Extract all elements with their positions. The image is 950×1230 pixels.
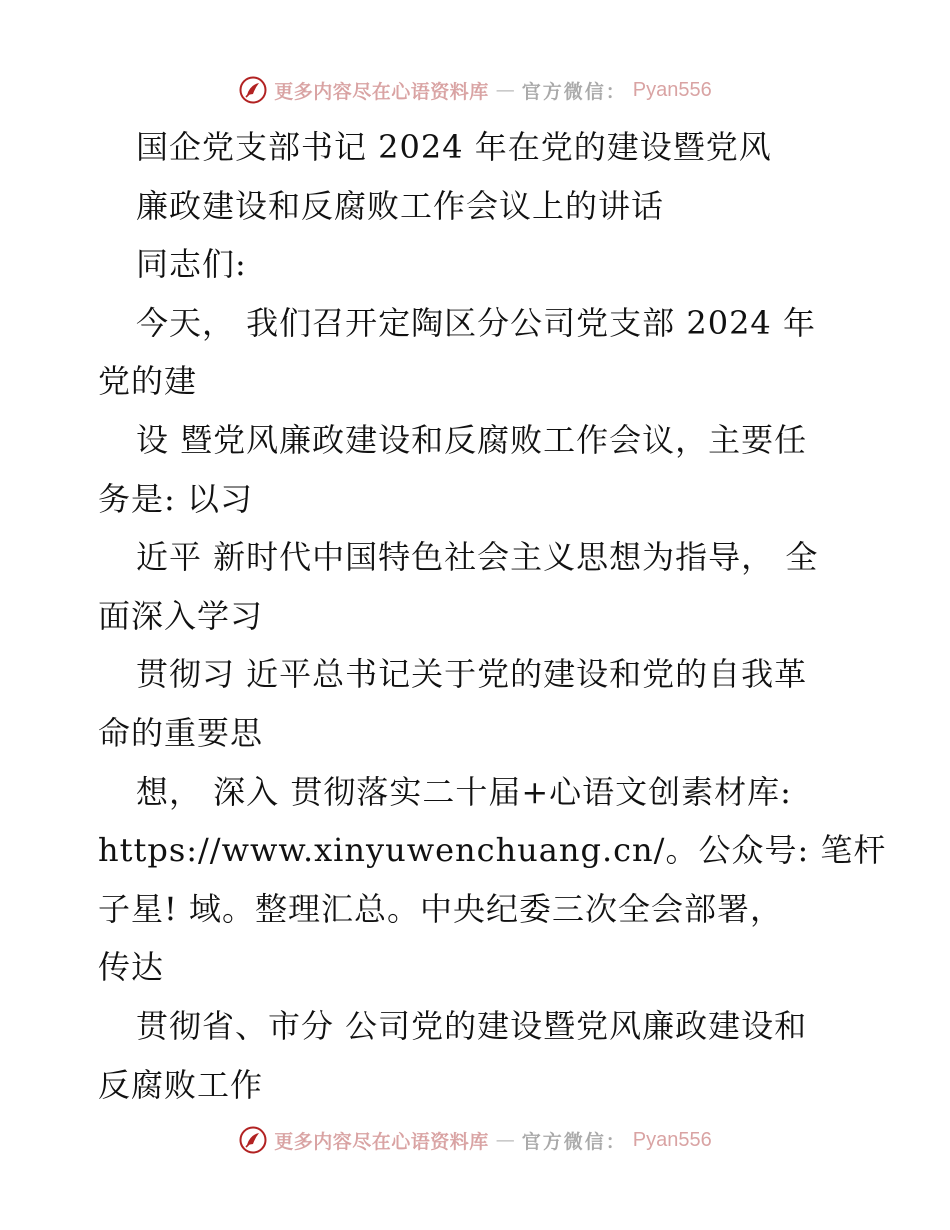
banner-separator: — — [495, 79, 515, 101]
brand-logo-icon — [238, 75, 268, 105]
banner-wechat-handle: Pyan556 — [632, 1128, 712, 1151]
banner-brand-text: 更多内容尽在心语资料库 — [274, 80, 489, 103]
document-body — [98, 118, 887, 1114]
document-title-line-1: 国企党支部书记 2024 年在党的建设暨党风 — [136, 128, 772, 166]
header-watermark-banner — [0, 70, 950, 110]
banner-wechat-label: 官方微信： — [521, 80, 627, 103]
banner-brand-text: 更多内容尽在心语资料库 — [274, 1130, 489, 1153]
paragraph-line: 今天， 我们召开定陶区分公司党支部 2024 年 — [136, 303, 816, 342]
banner-wechat-handle: Pyan556 — [632, 78, 712, 101]
paragraph-line: 想， 深入 贯彻落实二十届+心语文创素材库: — [136, 772, 792, 811]
salutation: 同志们: — [136, 245, 247, 284]
paragraph-line: 面深入学习 — [98, 596, 264, 635]
paragraph-line: 设 暨党风廉政建设和反腐败工作会议，主要任 — [136, 420, 808, 459]
paragraph-line: 务是: 以习 — [98, 479, 253, 518]
paragraph-line: 子星! 域。整理汇总。中央纪委三次全会部署， — [98, 889, 784, 928]
paragraph-line: 贯彻省、市分 公司党的建设暨党风廉政建设和 — [136, 1006, 808, 1045]
paragraph-line: 反腐败工作 — [98, 1065, 264, 1104]
paragraph-line: https://www.xinyuwenchuang.cn/。公众号: 笔杆 — [98, 831, 887, 870]
document-title-line-2: 廉政建设和反腐败工作会议上的讲话 — [136, 186, 665, 225]
paragraph-line: 党的建 — [98, 362, 198, 401]
banner-separator: — — [495, 1129, 515, 1151]
banner-wechat-label: 官方微信： — [521, 1130, 627, 1153]
paragraph-line: 传达 — [98, 948, 165, 987]
footer-watermark-banner — [0, 1120, 950, 1160]
paragraph-line: 贯彻习 近平总书记关于党的建设和党的自我革 — [136, 655, 808, 694]
paragraph-line: 命的重要思 — [98, 713, 264, 752]
paragraph-line: 近平 新时代中国特色社会主义思想为指导， 全 — [136, 538, 819, 577]
brand-logo-icon — [238, 1125, 268, 1155]
